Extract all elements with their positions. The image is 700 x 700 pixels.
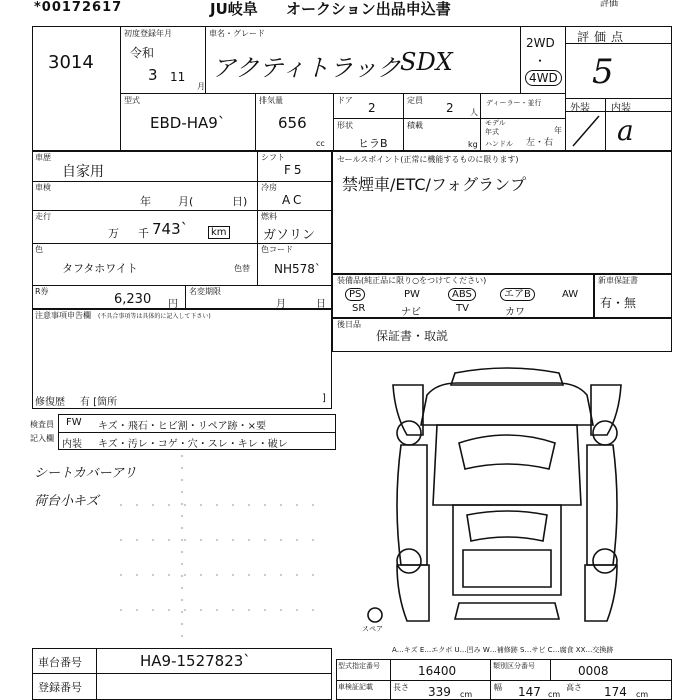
accessories-label: 後日品 xyxy=(337,320,361,329)
color-label: 色 xyxy=(35,245,43,254)
notes-block xyxy=(32,309,332,409)
score-value: 5 xyxy=(592,52,614,92)
width-unit: cm xyxy=(548,690,561,699)
model-grade: SDX xyxy=(400,48,453,76)
model-number-label: 型式指定番号 xyxy=(338,662,380,670)
equip-leather: カワ xyxy=(505,307,525,318)
length-unit: cm xyxy=(460,690,473,699)
registration-month: 11 xyxy=(170,70,186,84)
fw-label: FW xyxy=(66,417,82,428)
model-name: アクティトラック xyxy=(212,54,401,82)
mileage-label: 走行 xyxy=(35,212,51,221)
warranty-label: 新車保証書 xyxy=(598,276,638,285)
recycle-unit: 円 xyxy=(168,299,178,310)
doors-label: ドア xyxy=(337,96,353,105)
sales-point-block xyxy=(332,151,672,274)
inspection-label: 車検 xyxy=(35,183,51,192)
name-change-day: 日 xyxy=(316,299,326,310)
height-value: 174 xyxy=(604,685,627,699)
inspection-day-unit: 日) xyxy=(232,195,248,208)
aircon-label: 冷房 xyxy=(261,183,277,192)
fw-items: キズ・飛石・ヒビ割・リペア跡・×要 xyxy=(98,421,266,432)
fuel-value: ガソリン xyxy=(263,228,316,243)
equip-sr: SR xyxy=(352,303,366,314)
type-label: 型式 xyxy=(124,96,140,105)
mileage-unit: km xyxy=(208,226,230,239)
displacement-unit: cc xyxy=(316,139,325,148)
width-value: 147 xyxy=(518,685,541,699)
drive-2wd: 2WD xyxy=(526,36,555,50)
corner-label: 評価 xyxy=(600,0,619,9)
height-label: 高さ xyxy=(566,683,582,692)
width-label: 幅 xyxy=(494,683,502,692)
int-label: 内装 xyxy=(62,439,82,450)
dimensions-label: 車検証記載 xyxy=(338,683,373,691)
model-year-label: モデル年式 xyxy=(485,119,506,136)
equip-tv: TV xyxy=(456,303,469,314)
interior-label: 内装 xyxy=(611,103,631,114)
equip-abs: ABS xyxy=(448,288,476,301)
handwritten-note-1: シートカバーアリ xyxy=(34,466,137,481)
int-items: キズ・汚レ・コゲ・穴・スレ・キレ・破レ xyxy=(98,439,288,450)
name-change-month: 月 xyxy=(276,299,286,310)
sales-point-value: 禁煙車/ETC/フォグランプ xyxy=(342,175,527,194)
recycle-label: R券 xyxy=(35,287,49,296)
inspection-year-unit: 年 xyxy=(140,195,151,208)
dealer-label: ディーラー・並行 xyxy=(486,99,542,107)
load-label: 積載 xyxy=(407,121,423,130)
aircon-value: AC xyxy=(282,193,305,207)
equipment-label: 装備品(純正品に限り○をつけてください) xyxy=(337,276,487,285)
length-value: 339 xyxy=(428,685,451,699)
equip-airbag: エアB xyxy=(500,288,535,301)
shift-label: シフト xyxy=(261,153,285,162)
exterior-label: 外装 xyxy=(570,103,590,114)
height-unit: cm xyxy=(636,690,649,699)
exterior-slash-mark xyxy=(567,112,607,150)
inspector-label-2: 記入欄 xyxy=(30,434,54,443)
name-change-label: 名変期限 xyxy=(189,287,221,296)
model-number-value: 16400 xyxy=(418,664,457,678)
score-label: 評価点 xyxy=(577,30,629,44)
length-label: 長さ xyxy=(393,683,409,692)
sales-point-label: セールスポイント(正常に機能するものに限ります) xyxy=(337,155,519,164)
handwritten-note-2: 荷台小キズ xyxy=(34,494,99,509)
registration-label: 初度登録年月 xyxy=(124,29,172,38)
shift-value: F5 xyxy=(284,163,305,177)
chassis-label: 車台番号 xyxy=(38,656,82,669)
load-unit: kg xyxy=(468,140,478,149)
color-code-label: 色コード xyxy=(261,245,293,254)
drive-dot: ・ xyxy=(534,54,547,68)
history-label: 車歴 xyxy=(35,153,51,162)
displacement-value: 656 xyxy=(278,114,307,132)
equip-pw: PW xyxy=(404,289,420,300)
shape-label: 形状 xyxy=(337,121,353,130)
capacity-value: 2 xyxy=(446,101,454,115)
notes-sub: (不具合事項等は具体的に記入して下さい) xyxy=(98,313,211,320)
color-change-label: 色替 xyxy=(234,264,250,273)
registration-month-unit: 月 xyxy=(197,82,205,91)
repair-label: 修復歴 xyxy=(35,397,65,408)
model-year-unit: 年 xyxy=(554,126,562,135)
fuel-label: 燃料 xyxy=(261,212,277,221)
warranty-value: 有・無 xyxy=(600,296,637,310)
notes-label: 注意事項申告欄 xyxy=(35,311,91,320)
doors-value: 2 xyxy=(368,101,376,115)
category-number-label: 類別区分番号 xyxy=(493,662,535,670)
repair-close: ] xyxy=(322,393,326,404)
equip-ps: PS xyxy=(345,288,365,301)
displacement-label: 排気量 xyxy=(259,96,283,105)
spare-label: スペア xyxy=(362,625,383,633)
chassis-value: HA9-1527823` xyxy=(140,652,251,670)
form-title: オークション出品申込書 xyxy=(286,0,451,18)
mileage-man: 万 xyxy=(108,227,119,240)
handle-value: 左・右 xyxy=(526,138,554,148)
color-value: タフタホワイト xyxy=(62,262,138,275)
inspector-label-1: 検査員 xyxy=(30,420,54,429)
handle-label: ハンドル xyxy=(485,140,513,148)
damage-legend: A…キズ E…エクボ U…凹み W…補修跡 S…サビ C…腐食 XX…交換跡 xyxy=(392,646,614,654)
inspection-month-unit: 月( xyxy=(178,195,194,208)
accessories-value: 保証書・取説 xyxy=(376,329,449,343)
drive-4wd: 4WD xyxy=(525,70,562,86)
dash-guides xyxy=(120,455,320,645)
sheet-id: *00172617 xyxy=(34,0,123,15)
category-number-value: 0008 xyxy=(578,664,609,678)
lot-number: 3014 xyxy=(48,52,94,73)
model-name-label: 車名・グレード xyxy=(209,29,265,38)
registration-year: 3 xyxy=(148,66,158,84)
shape-value: ヒラB xyxy=(358,137,388,150)
mileage-sen: 千 xyxy=(138,227,149,240)
car-damage-diagram xyxy=(367,365,647,635)
capacity-label: 定員 xyxy=(407,96,423,105)
registration-era: 令和 xyxy=(130,46,155,60)
equip-navi: ナビ xyxy=(401,307,421,318)
repair-value: 有 [箇所 xyxy=(80,397,118,408)
reg-number-label: 登録番号 xyxy=(38,681,82,694)
mileage-value: 743` xyxy=(152,220,189,238)
auction-logo: JU岐阜 xyxy=(210,0,258,18)
type-value: EBD-HA9` xyxy=(150,114,226,132)
equip-aw: AW xyxy=(562,289,579,300)
history-value: 自家用 xyxy=(62,164,104,180)
capacity-unit: 人 xyxy=(470,108,478,117)
recycle-value: 6,230 xyxy=(114,292,152,307)
color-code-value: NH578` xyxy=(274,262,321,276)
interior-value: a xyxy=(617,114,634,147)
